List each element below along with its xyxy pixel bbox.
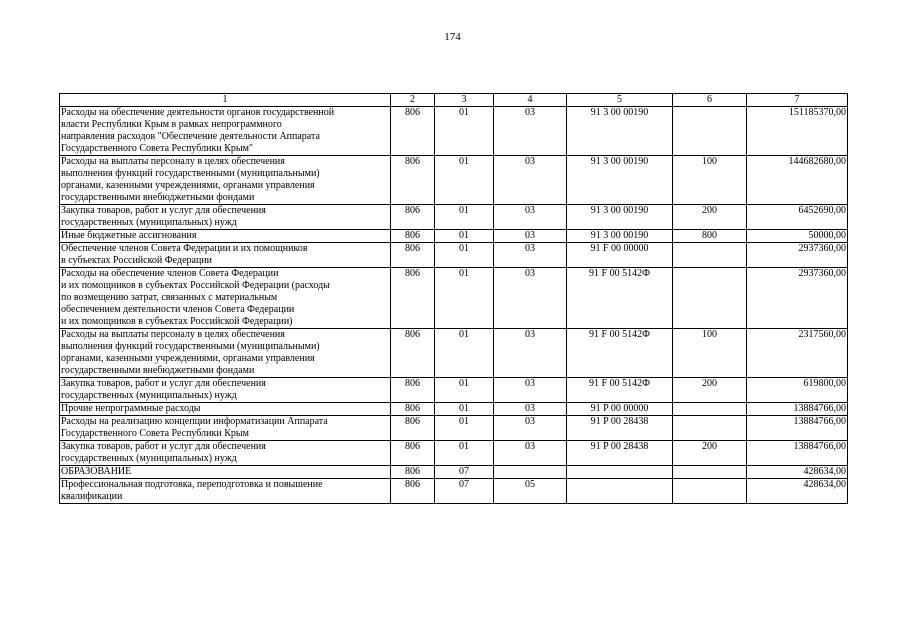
expense-name-line: власти Республики Крым в рамках непрограммного: [61, 119, 282, 130]
section-code-cell: 01: [435, 230, 494, 243]
expense-type-cell: [673, 268, 747, 329]
amount-cell: 428634,00: [747, 466, 848, 479]
expense-name-line: органами, казенными учреждениями, органами управления: [61, 353, 315, 364]
expense-name-line: квалификации: [61, 491, 123, 502]
amount-cell: 50000,00: [747, 230, 848, 243]
target-article-cell: 91 F 00 5142Ф: [567, 329, 673, 378]
section-code-cell: 01: [435, 107, 494, 156]
expense-name-cell: [60, 466, 391, 479]
expense-type-cell: 200: [673, 441, 747, 466]
table-row: [60, 230, 848, 243]
section-code-cell: 01: [435, 205, 494, 230]
subsection-code-cell: 03: [494, 268, 567, 329]
subsection-code-cell: 03: [494, 403, 567, 416]
expense-name-line: Обеспечение членов Совета Федерации и их помощников: [61, 243, 308, 254]
expense-name-line: государственных (муниципальных) нужд: [61, 453, 237, 464]
target-article-cell: 91 P 00 28438: [567, 441, 673, 466]
expense-type-cell: [673, 416, 747, 441]
amount-cell: 6452690,00: [747, 205, 848, 230]
target-article-cell: 91 3 00 00190: [567, 230, 673, 243]
expense-name-cell: [60, 230, 391, 243]
expense-type-cell: [673, 479, 747, 504]
amount-cell: 2937360,00: [747, 243, 848, 268]
target-article-cell: 91 3 00 00190: [567, 107, 673, 156]
column-header-4: 4: [494, 94, 567, 107]
expense-name-line: Закупка товаров, работ и услуг для обеспечения: [61, 378, 266, 389]
expense-name-line: Государственного Совета Республики Крым": [61, 143, 253, 154]
expense-name-line: Государственного Совета Республики Крым: [61, 428, 249, 439]
section-code-cell: 01: [435, 329, 494, 378]
expense-name-line: Расходы на реализацию концепции информатизации Аппарата: [61, 416, 328, 427]
expense-type-cell: 100: [673, 156, 747, 205]
table-row: [60, 268, 848, 329]
expense-type-cell: 200: [673, 205, 747, 230]
section-code-cell: 01: [435, 441, 494, 466]
expense-name-line: Закупка товаров, работ и услуг для обеспечения: [61, 441, 266, 452]
subsection-code-cell: 03: [494, 107, 567, 156]
expense-name-line: направления расходов "Обеспечение деятельности Аппарата: [61, 131, 320, 142]
target-article-cell: 91 F 00 5142Ф: [567, 378, 673, 403]
column-header-6: 6: [673, 94, 747, 107]
subsection-code-cell: 03: [494, 416, 567, 441]
expense-name-cell: [60, 441, 391, 466]
expense-name-cell: [60, 243, 391, 268]
subsection-code-cell: 03: [494, 230, 567, 243]
expense-name-line: Расходы на выплаты персоналу в целях обеспечения: [61, 156, 285, 167]
section-code-cell: 01: [435, 156, 494, 205]
expense-type-cell: 800: [673, 230, 747, 243]
expense-name-cell: [60, 378, 391, 403]
ministry-code-cell: 806: [391, 378, 435, 403]
amount-cell: 13884766,00: [747, 403, 848, 416]
expense-name-line: государственными внебюджетными фондами: [61, 192, 255, 203]
expense-type-cell: [673, 466, 747, 479]
expense-name-line: Расходы на обеспечение членов Совета Федерации: [61, 268, 279, 279]
section-code-cell: 01: [435, 416, 494, 441]
table-body: [60, 107, 848, 504]
section-code-cell: 07: [435, 466, 494, 479]
expense-name-cell: [60, 329, 391, 378]
table-row: [60, 205, 848, 230]
column-header-3: 3: [435, 94, 494, 107]
column-header-1: 1: [60, 94, 391, 107]
amount-cell: 428634,00: [747, 479, 848, 504]
target-article-cell: 91 3 00 00190: [567, 205, 673, 230]
table-row: [60, 441, 848, 466]
amount-cell: 2937360,00: [747, 268, 848, 329]
target-article-cell: 91 F 00 5142Ф: [567, 268, 673, 329]
section-code-cell: 07: [435, 479, 494, 504]
amount-cell: 151185370,00: [747, 107, 848, 156]
amount-cell: 13884766,00: [747, 416, 848, 441]
expense-name-cell: [60, 416, 391, 441]
ministry-code-cell: 806: [391, 416, 435, 441]
amount-cell: 144682680,00: [747, 156, 848, 205]
expense-name-line: выполнения функций государственными (муниципальными): [61, 341, 320, 352]
expense-name-line: органами, казенными учреждениями, органами управления: [61, 180, 315, 191]
expense-type-cell: 100: [673, 329, 747, 378]
subsection-code-cell: 03: [494, 441, 567, 466]
page-number: 174: [444, 31, 461, 43]
subsection-code-cell: 03: [494, 329, 567, 378]
target-article-cell: 91 F 00 00000: [567, 243, 673, 268]
expense-name-cell: [60, 107, 391, 156]
expense-name-line: Профессиональная подготовка, переподготовка и повышение: [61, 479, 323, 490]
expense-name-line: обеспечением деятельности членов Совета Федерации: [61, 304, 295, 315]
ministry-code-cell: 806: [391, 329, 435, 378]
target-article-cell: [567, 466, 673, 479]
table-row: [60, 416, 848, 441]
ministry-code-cell: 806: [391, 466, 435, 479]
amount-cell: 619800,00: [747, 378, 848, 403]
expense-name-cell: [60, 479, 391, 504]
expense-name-line: и их помощников в субъектах Российской Федерации): [61, 316, 293, 327]
expense-name-cell: [60, 403, 391, 416]
ministry-code-cell: 806: [391, 403, 435, 416]
table-row: [60, 378, 848, 403]
expense-name-line: в субъектах Российской Федерации: [61, 255, 213, 266]
expense-name-line: по возмещению затрат, связанных с материальным: [61, 292, 278, 303]
table-row: [60, 243, 848, 268]
subsection-code-cell: [494, 466, 567, 479]
expense-type-cell: [673, 107, 747, 156]
expense-name-line: ОБРАЗОВАНИЕ: [61, 466, 132, 477]
table-row: [60, 107, 848, 156]
amount-cell: 2317560,00: [747, 329, 848, 378]
ministry-code-cell: 806: [391, 479, 435, 504]
amount-cell: 13884766,00: [747, 441, 848, 466]
expense-name-line: Прочие непрограммные расходы: [61, 403, 201, 414]
target-article-cell: 91 P 00 28438: [567, 416, 673, 441]
section-code-cell: 01: [435, 403, 494, 416]
expense-name-line: государственными внебюджетными фондами: [61, 365, 255, 376]
column-header-7: 7: [747, 94, 848, 107]
subsection-code-cell: 05: [494, 479, 567, 504]
table-row: [60, 156, 848, 205]
expense-name-line: Иные бюджетные ассигнования: [61, 230, 197, 241]
target-article-cell: [567, 479, 673, 504]
subsection-code-cell: 03: [494, 156, 567, 205]
ministry-code-cell: 806: [391, 230, 435, 243]
table-row: [60, 403, 848, 416]
column-header-5: 5: [567, 94, 673, 107]
expense-name-cell: [60, 205, 391, 230]
section-code-cell: 01: [435, 268, 494, 329]
table-row: [60, 329, 848, 378]
ministry-code-cell: 806: [391, 205, 435, 230]
ministry-code-cell: 806: [391, 156, 435, 205]
table-header-row: [60, 94, 848, 107]
expense-name-line: Расходы на выплаты персоналу в целях обеспечения: [61, 329, 285, 340]
section-code-cell: 01: [435, 243, 494, 268]
target-article-cell: 91 3 00 00190: [567, 156, 673, 205]
table-row: [60, 466, 848, 479]
expense-name-line: государственных (муниципальных) нужд: [61, 217, 237, 228]
subsection-code-cell: 03: [494, 205, 567, 230]
expense-name-cell: [60, 268, 391, 329]
ministry-code-cell: 806: [391, 107, 435, 156]
section-code-cell: 01: [435, 378, 494, 403]
ministry-code-cell: 806: [391, 268, 435, 329]
ministry-code-cell: 806: [391, 441, 435, 466]
budget-table: [59, 93, 848, 504]
expense-name-cell: [60, 156, 391, 205]
expense-name-line: Закупка товаров, работ и услуг для обеспечения: [61, 205, 266, 216]
ministry-code-cell: 806: [391, 243, 435, 268]
target-article-cell: 91 P 00 00000: [567, 403, 673, 416]
expense-type-cell: [673, 403, 747, 416]
expense-name-line: Расходы на обеспечение деятельности органов государственной: [61, 107, 335, 118]
subsection-code-cell: 03: [494, 378, 567, 403]
subsection-code-cell: 03: [494, 243, 567, 268]
expense-name-line: выполнения функций государственными (муниципальными): [61, 168, 320, 179]
expense-name-line: и их помощников в субъектах Российской Федерации (расходы: [61, 280, 330, 291]
expense-type-cell: [673, 243, 747, 268]
column-header-2: 2: [391, 94, 435, 107]
expense-name-line: государственных (муниципальных) нужд: [61, 390, 237, 401]
table-row: [60, 479, 848, 504]
expense-type-cell: 200: [673, 378, 747, 403]
